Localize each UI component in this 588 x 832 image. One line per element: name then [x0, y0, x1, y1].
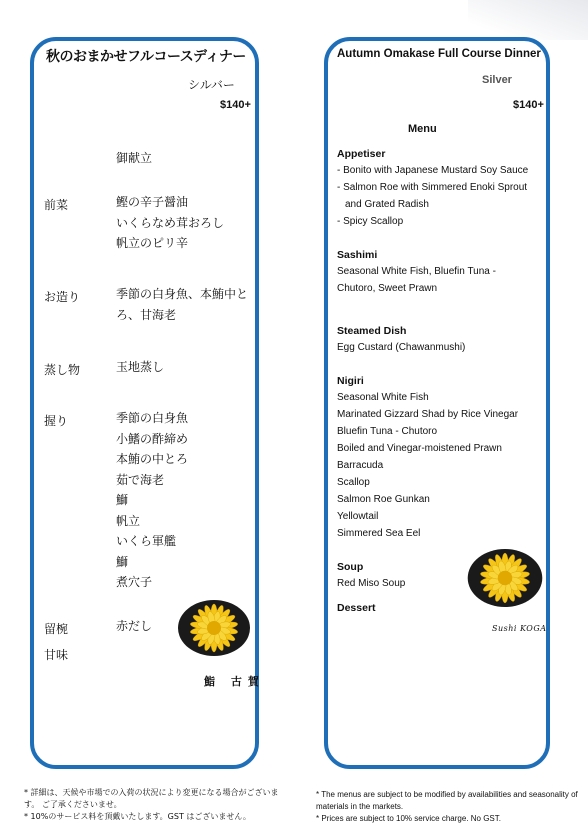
jp-chef-signature: 鮨 古賀 — [204, 675, 265, 688]
jp-menu-heading: 御献立 — [116, 151, 153, 165]
en-section-appetiser: Appetiser — [337, 148, 386, 160]
list-item: - Salmon Roe with Simmered Enoki Sprout — [337, 182, 528, 193]
footnote: * 10%のサービス料を頂戴いたします。GST はございません。 — [24, 812, 251, 821]
list-item: 季節の白身魚、本鮪中とろ、甘海老 — [116, 287, 249, 322]
list-item: and Grated Radish — [345, 199, 429, 210]
list-item: 鰤 — [116, 493, 129, 507]
en-section-dessert: Dessert — [337, 602, 376, 614]
en-section-sashimi: Sashimi — [337, 249, 378, 261]
jp-category-steamed: 蒸し物 — [44, 363, 81, 377]
corner-shade — [468, 0, 588, 40]
en-appetiser-items — [337, 162, 549, 230]
list-item: Scallop — [337, 477, 370, 488]
jp-footnotes — [24, 787, 289, 823]
en-steamed-items — [337, 339, 549, 356]
jp-grade: シルバー — [188, 78, 235, 92]
en-price: $140+ — [513, 99, 544, 111]
jp-category-nigiri: 握り — [44, 414, 69, 428]
list-item: 玉地蒸し — [116, 360, 165, 374]
jp-price: $140+ — [220, 99, 251, 111]
en-sashimi-items — [337, 263, 549, 297]
en-section-soup: Soup — [337, 561, 364, 573]
list-item: 帆立のピリ辛 — [116, 236, 189, 250]
list-item: 煮穴子 — [116, 575, 153, 589]
list-item: 鰹の辛子醤油 — [116, 195, 189, 209]
list-item: Yellowtail — [337, 511, 379, 522]
list-item: Seasonal White Fish, Bluefin Tuna - — [337, 266, 496, 277]
footnote: * Prices are subject to 10% service charge. No GST. — [316, 814, 501, 823]
list-item: Salmon Roe Gunkan — [337, 494, 430, 505]
jp-category-appetiser: 前菜 — [44, 198, 69, 212]
list-item: Boiled and Vinegar-moistened Prawn — [337, 443, 502, 454]
list-item: 季節の白身魚 — [116, 411, 189, 425]
list-item: - Spicy Scallop — [337, 216, 404, 227]
list-item: Chutoro, Sweet Prawn — [337, 283, 438, 294]
list-item: Simmered Sea Eel — [337, 528, 421, 539]
en-nigiri-items — [337, 389, 549, 542]
list-item: Barracuda — [337, 460, 384, 471]
footnote: * The menus are subject to be modified by availabilities and seasonality of materials in the markets. — [316, 790, 578, 811]
list-item: - Bonito with Japanese Mustard Soy Sauce — [337, 165, 529, 176]
en-menu-heading: Menu — [408, 123, 437, 135]
list-item: 小鰭の酢締め — [116, 431, 189, 446]
jp-steamed-items — [116, 357, 258, 378]
en-menu-title: Autumn Omakase Full Course Dinner — [337, 48, 541, 60]
yellow-chrysanthemum-icon — [467, 549, 543, 607]
en-grade: Silver — [482, 74, 512, 86]
list-item: いくらなめ茸おろし — [116, 215, 225, 230]
list-item: Red Miso Soup — [337, 578, 406, 589]
list-item: Marinated Gizzard Shad by Rice Vinegar — [337, 409, 519, 420]
en-footnotes — [316, 789, 584, 825]
jp-appetiser-items — [116, 192, 258, 254]
list-item: 赤だし — [116, 619, 153, 633]
jp-category-soup: 留椀 — [44, 622, 69, 636]
jp-category-dessert: 甘味 — [44, 648, 69, 662]
list-item: Bluefin Tuna - Chutoro — [337, 426, 438, 437]
list-item: 茹で海老 — [116, 472, 165, 487]
jp-nigiri-items — [116, 408, 258, 593]
list-item: 鰤 — [116, 554, 129, 569]
list-item: 帆立 — [116, 513, 141, 528]
list-item: いくら軍艦 — [116, 534, 177, 548]
jp-menu-title: 秋のおまかせフルコースディナー — [46, 49, 246, 65]
list-item: Egg Custard (Chawanmushi) — [337, 342, 466, 353]
list-item: Seasonal White Fish — [337, 392, 429, 403]
en-chef-signature: Sushi KOGA — [492, 624, 547, 633]
yellow-chrysanthemum-icon — [178, 600, 250, 656]
en-section-nigiri: Nigiri — [337, 375, 364, 387]
jp-sashimi-items — [116, 284, 250, 325]
en-section-steamed-dish: Steamed Dish — [337, 325, 407, 337]
jp-category-sashimi: お造り — [44, 290, 81, 304]
list-item: 本鮪の中とろ — [116, 452, 189, 466]
footnote: * 詳細は、天候や市場での入荷の状況により変更になる場合がございます。 ご了承くださいませ。 — [24, 788, 279, 809]
